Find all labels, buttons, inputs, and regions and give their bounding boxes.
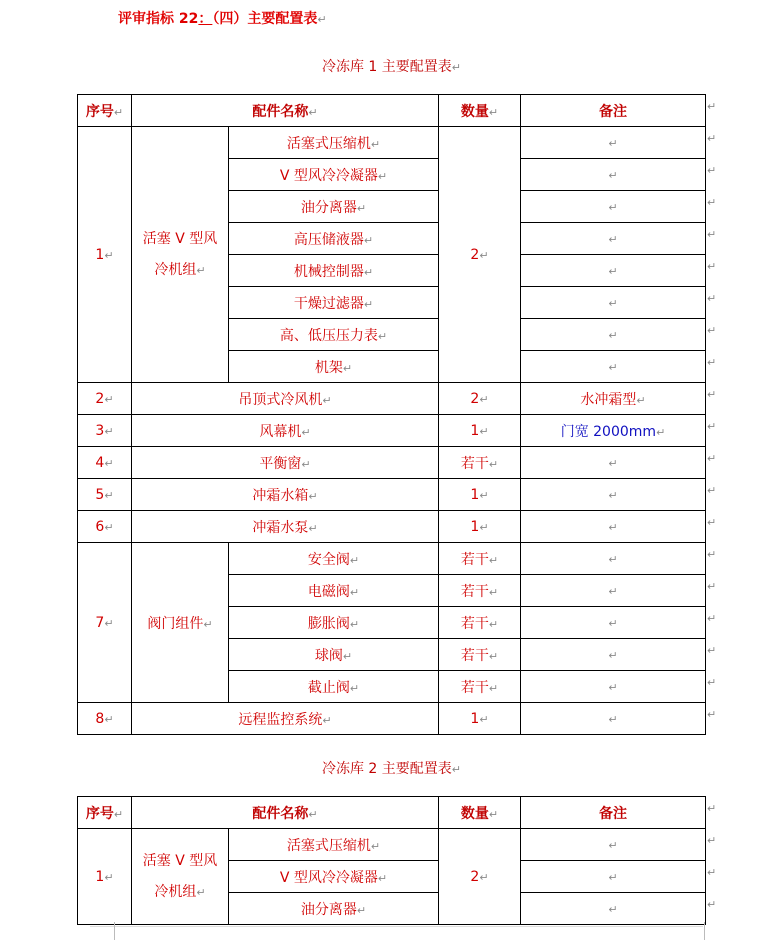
remark-cell: ↵: [521, 223, 706, 255]
header-part-name: 配件名称↵: [132, 797, 439, 829]
row-no: 1↵: [78, 127, 132, 383]
row-end-mark: ↵: [707, 228, 717, 241]
header-remark: 备注: [521, 797, 706, 829]
part-name: 电磁阀↵: [229, 575, 439, 607]
part-name: 冲霜水箱↵: [132, 479, 439, 511]
part-name: 吊顶式冷风机↵: [132, 383, 439, 415]
part-name: 活塞式压缩机↵: [229, 829, 439, 861]
row-end-mark: ↵: [707, 260, 717, 273]
row-end-mark: ↵: [707, 356, 717, 369]
group-name: 阀门组件↵: [132, 543, 229, 703]
qty-cell: 1↵: [439, 511, 521, 543]
part-name: 平衡窗↵: [132, 447, 439, 479]
part-name: 高压储液器↵: [229, 223, 439, 255]
header-no: 序号↵: [78, 95, 132, 127]
row-end-mark: ↵: [707, 866, 717, 879]
row-end-mark: ↵: [707, 802, 717, 815]
row-no: 2↵: [78, 383, 132, 415]
row-end-mark: ↵: [707, 676, 717, 689]
part-name: 高、低压压力表↵: [229, 319, 439, 351]
row-end-mark: ↵: [707, 580, 717, 593]
header-part-name: 配件名称↵: [132, 95, 439, 127]
part-name: 膨胀阀↵: [229, 607, 439, 639]
row-no: 5↵: [78, 479, 132, 511]
remark-cell: ↵: [521, 319, 706, 351]
table-header-row: [78, 797, 706, 829]
row-end-mark: ↵: [707, 292, 717, 305]
section-heading: [118, 8, 327, 28]
group-qty: 2↵: [439, 127, 521, 383]
column-marker: [704, 922, 705, 940]
part-name: 机架↵: [229, 351, 439, 383]
qty-cell: 若干↵: [439, 639, 521, 671]
pilcrow-mark: ↵: [451, 61, 462, 74]
row-no: 4↵: [78, 447, 132, 479]
part-name: 油分离器↵: [229, 893, 439, 925]
row-end-mark: ↵: [707, 132, 717, 145]
header-no: 序号↵: [78, 797, 132, 829]
table-bottom-shadow: [90, 926, 703, 927]
row-end-mark: ↵: [707, 516, 717, 529]
row-end-mark: ↵: [707, 324, 717, 337]
remark-cell: ↵: [521, 543, 706, 575]
table-row: [78, 543, 706, 575]
group-name: 活塞 V 型风 冷机组↵: [132, 127, 229, 383]
qty-cell: 若干↵: [439, 575, 521, 607]
header-qty: 数量↵: [439, 797, 521, 829]
remark-cell: ↵: [521, 861, 706, 893]
remark-cell: ↵: [521, 127, 706, 159]
row-end-mark: ↵: [707, 100, 717, 113]
table1-caption: [0, 56, 783, 76]
pilcrow-mark: ↵: [451, 763, 462, 776]
part-name: V 型风冷冷凝器↵: [229, 159, 439, 191]
remark-cell: ↵: [521, 191, 706, 223]
config-table-1: [77, 94, 706, 735]
part-name: V 型风冷冷凝器↵: [229, 861, 439, 893]
qty-cell: 若干↵: [439, 543, 521, 575]
row-end-mark: ↵: [707, 708, 717, 721]
row-no: 7↵: [78, 543, 132, 703]
column-marker: [114, 922, 115, 940]
part-name: 远程监控系统↵: [132, 703, 439, 735]
group-qty: 2↵: [439, 829, 521, 925]
table-row: [78, 829, 706, 861]
remark-cell: ↵: [521, 159, 706, 191]
table-row: [78, 127, 706, 159]
remark-cell: ↵: [521, 479, 706, 511]
row-no: 6↵: [78, 511, 132, 543]
row-end-mark: ↵: [707, 420, 717, 433]
remark-cell: ↵: [521, 703, 706, 735]
remark-cell: ↵: [521, 893, 706, 925]
pilcrow-mark: ↵: [317, 13, 327, 26]
remark-cell: ↵: [521, 287, 706, 319]
table-row: [78, 479, 706, 511]
table-row: [78, 447, 706, 479]
row-end-mark: ↵: [707, 388, 717, 401]
heading-suffix: （四）主要配置表: [212, 11, 318, 27]
remark-cell: ↵: [521, 639, 706, 671]
table-row: [78, 383, 706, 415]
part-name: 安全阀↵: [229, 543, 439, 575]
table2-caption-text: 冷冻库 2 主要配置表: [321, 761, 452, 777]
qty-cell: 1↵: [439, 415, 521, 447]
qty-cell: 1↵: [439, 703, 521, 735]
row-no: 8↵: [78, 703, 132, 735]
row-no: 3↵: [78, 415, 132, 447]
row-no: 1↵: [78, 829, 132, 925]
part-name: 冲霜水泵↵: [132, 511, 439, 543]
row-end-mark: ↵: [707, 548, 717, 561]
qty-cell: 若干↵: [439, 671, 521, 703]
header-qty: 数量↵: [439, 95, 521, 127]
row-end-mark: ↵: [707, 196, 717, 209]
remark-cell: ↵: [521, 575, 706, 607]
row-end-mark: ↵: [707, 612, 717, 625]
row-end-mark: ↵: [707, 834, 717, 847]
table-header-row: [78, 95, 706, 127]
row-end-mark: ↵: [707, 898, 717, 911]
row-end-mark: ↵: [707, 484, 717, 497]
table1-caption-text: 冷冻库 1 主要配置表: [321, 59, 452, 75]
remark-cell: ↵: [521, 447, 706, 479]
row-end-mark: ↵: [707, 164, 717, 177]
qty-cell: 2↵: [439, 383, 521, 415]
heading-colon: ：: [198, 11, 213, 27]
remark-cell: ↵: [521, 351, 706, 383]
part-name: 机械控制器↵: [229, 255, 439, 287]
part-name: 干燥过滤器↵: [229, 287, 439, 319]
remark-cell: ↵: [521, 829, 706, 861]
table-row: [78, 415, 706, 447]
part-name: 活塞式压缩机↵: [229, 127, 439, 159]
part-name: 油分离器↵: [229, 191, 439, 223]
config-table-2: [77, 796, 706, 925]
table2-caption: [0, 758, 783, 778]
remark-cell: ↵: [521, 607, 706, 639]
table-row: [78, 511, 706, 543]
qty-cell: 若干↵: [439, 607, 521, 639]
row-end-mark: ↵: [707, 452, 717, 465]
remark-cell: ↵: [521, 671, 706, 703]
table-row: [78, 703, 706, 735]
remark-cell: 水冲霜型↵: [521, 383, 706, 415]
remark-cell: ↵: [521, 511, 706, 543]
header-remark: 备注: [521, 95, 706, 127]
group-name: 活塞 V 型风 冷机组↵: [132, 829, 229, 925]
row-end-mark: ↵: [707, 644, 717, 657]
qty-cell: 1↵: [439, 479, 521, 511]
qty-cell: 若干↵: [439, 447, 521, 479]
part-name: 截止阀↵: [229, 671, 439, 703]
heading-prefix: 评审指标 22: [118, 11, 199, 27]
part-name: 风幕机↵: [132, 415, 439, 447]
remark-cell: ↵: [521, 255, 706, 287]
part-name: 球阀↵: [229, 639, 439, 671]
remark-cell: 门宽 2000mm↵: [521, 415, 706, 447]
